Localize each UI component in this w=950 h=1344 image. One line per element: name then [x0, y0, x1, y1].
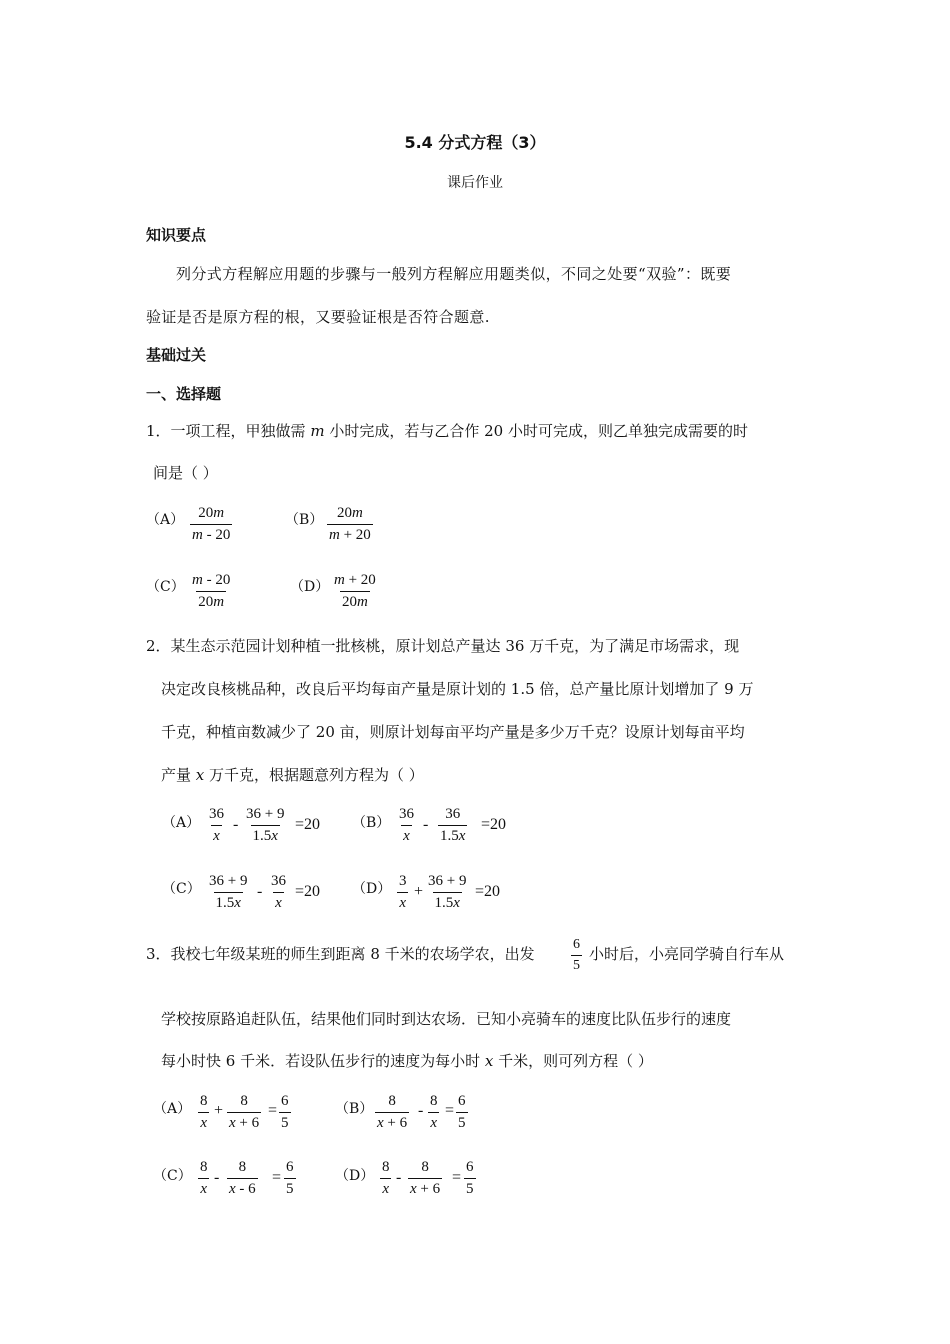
q3-time-fraction: $\frac{6}{5}$: [573, 937, 580, 973]
q3-text-line3: 每小时快 6 千米．若设队伍步行的速度为每小时 x 千米，则可列方程（ ）: [161, 1052, 653, 1070]
q1-option-a-fraction: $\frac{20m}{m - 20}$: [192, 505, 231, 543]
q3-option-b-operator: -: [418, 1102, 424, 1119]
q3-option-c-label: （C）: [153, 1168, 192, 1184]
q3-option-d-rhs-fraction: $\frac{6}{5}$: [466, 1159, 474, 1197]
q1-option-b-label: （B）: [285, 512, 324, 528]
q3-option-d-label: （D）: [335, 1168, 375, 1184]
q2-option-a-operator: -: [233, 816, 239, 833]
q3-option-a-label: （A）: [153, 1101, 192, 1117]
q3-option-a-rhs-fraction: $\frac{6}{5}$: [281, 1093, 289, 1131]
q3-text-line2: 学校按原路追赶队伍，结果他们同时到达农场．已知小亮骑车的速度比队伍步行的速度: [161, 1010, 732, 1028]
q1-option-c-fraction: $\frac{m - 20}{20m}$: [192, 572, 231, 610]
q3-option-c-rhs-fraction: $\frac{6}{5}$: [286, 1159, 294, 1197]
q1-option-c-label: （C）: [146, 579, 185, 595]
q2-option-b-fraction-1: $\frac{36}{x}$: [399, 806, 414, 844]
q2-option-a-rhs: =20: [295, 816, 321, 833]
q2-option-b-label: （B）: [352, 815, 391, 831]
q3-option-a-operator: +: [214, 1102, 224, 1119]
q2-option-c-fraction-1: $\frac{36 + 9}{1.5x}$: [209, 873, 248, 911]
page-subtitle: 课后作业: [447, 175, 503, 191]
q3-option-b-fraction-1: $\frac{8}{x + 6}$: [377, 1093, 408, 1131]
q2-option-d-fraction-1: $\frac{3}{x}$: [399, 873, 407, 911]
q2-text-line2: 决定改良核桃品种，改良后平均每亩产量是原计划的 1.5 倍，总产量比原计划增加了 9 万: [161, 680, 754, 698]
q3-option-d-operator: -: [396, 1169, 402, 1186]
q1-option-b-fraction: $\frac{20m}{m + 20}$: [329, 505, 371, 543]
q2-text-line1: 2．某生态示范园计划种植一批核桃，原计划总产量达 36 万千克，为了满足市场需求，现: [146, 637, 740, 655]
q1-option-a-label: （A）: [146, 512, 185, 528]
q3-option-b-rhs-fraction: $\frac{6}{5}$: [458, 1093, 466, 1131]
q3-option-d-fraction-2: $\frac{8}{x + 6}$: [410, 1159, 441, 1197]
q1-option-d-fraction: $\frac{m + 20}{20m}$: [334, 572, 376, 610]
q1-text-line1: 1．一项工程，甲独做需 m 小时完成，若与乙合作 20 小时可完成，则乙单独完成需要的时: [146, 422, 748, 440]
q3-option-d-equals: =: [452, 1169, 462, 1186]
q3-option-a-fraction-1: $\frac{8}{x}$: [200, 1093, 208, 1131]
q2-option-d-label: （D）: [352, 881, 392, 897]
q3-option-b-fraction-2: $\frac{8}{x}$: [430, 1093, 438, 1131]
q1-text-line2: 间是（ ）: [153, 464, 218, 482]
page-title: 5.4 分式方程（3）: [404, 133, 546, 152]
q2-option-b-fraction-2: $\frac{36}{1.5x}$: [440, 806, 466, 844]
q3-option-d-fraction-1: $\frac{8}{x}$: [382, 1159, 390, 1197]
q2-option-a-label: （A）: [162, 815, 201, 831]
q3-option-c-fraction-2: $\frac{8}{x - 6}$: [229, 1159, 256, 1197]
q3-option-c-equals: =: [272, 1169, 282, 1186]
section-heading-basic: 基础过关: [146, 346, 207, 364]
q3-option-b-label: （B）: [335, 1101, 374, 1117]
q2-option-d-operator: +: [414, 883, 424, 900]
q2-option-b-rhs: =20: [481, 816, 507, 833]
q3-option-a-fraction-2: $\frac{8}{x + 6}$: [229, 1093, 260, 1131]
q3-option-b-equals: =: [445, 1102, 455, 1119]
q2-text-line4: 产量 x 万千克，根据题意列方程为（ ）: [161, 766, 424, 784]
q2-option-b-operator: -: [423, 816, 429, 833]
q2-option-c-operator: -: [257, 883, 263, 900]
knowledge-text-line2: 验证是否是原方程的根，又要验证根是否符合题意.: [146, 308, 490, 326]
q2-option-c-fraction-2: $\frac{36}{x}$: [271, 873, 286, 911]
q2-text-line3: 千克，种植亩数减少了 20 亩，则原计划每亩平均产量是多少万千克？设原计划每亩平均: [161, 723, 745, 741]
knowledge-text-line1: 列分式方程解应用题的步骤与一般列方程解应用题类似，不同之处要“双验”：既要: [176, 265, 732, 283]
q3-option-a-equals: =: [268, 1102, 278, 1119]
q3-text-line1b: 小时后，小亮同学骑自行车从: [589, 945, 785, 963]
q1-option-d-label: （D）: [290, 579, 330, 595]
section-heading-knowledge: 知识要点: [146, 226, 207, 244]
q3-option-c-operator: -: [214, 1169, 220, 1186]
q3-text-line1a: 3．我校七年级某班的师生到距离 8 千米的农场学农，出发: [146, 945, 535, 963]
section-heading-choice: 一、选择题: [146, 385, 222, 403]
q2-option-c-label: （C）: [162, 881, 201, 897]
q2-option-d-rhs: =20: [475, 883, 501, 900]
q2-option-c-rhs: =20: [295, 883, 321, 900]
q2-option-a-fraction-1: $\frac{36}{x}$: [209, 806, 224, 844]
q2-option-d-fraction-2: $\frac{36 + 9}{1.5x}$: [428, 873, 467, 911]
q2-option-a-fraction-2: $\frac{36 + 9}{1.5x}$: [246, 806, 285, 844]
q3-option-c-fraction-1: $\frac{8}{x}$: [200, 1159, 208, 1197]
